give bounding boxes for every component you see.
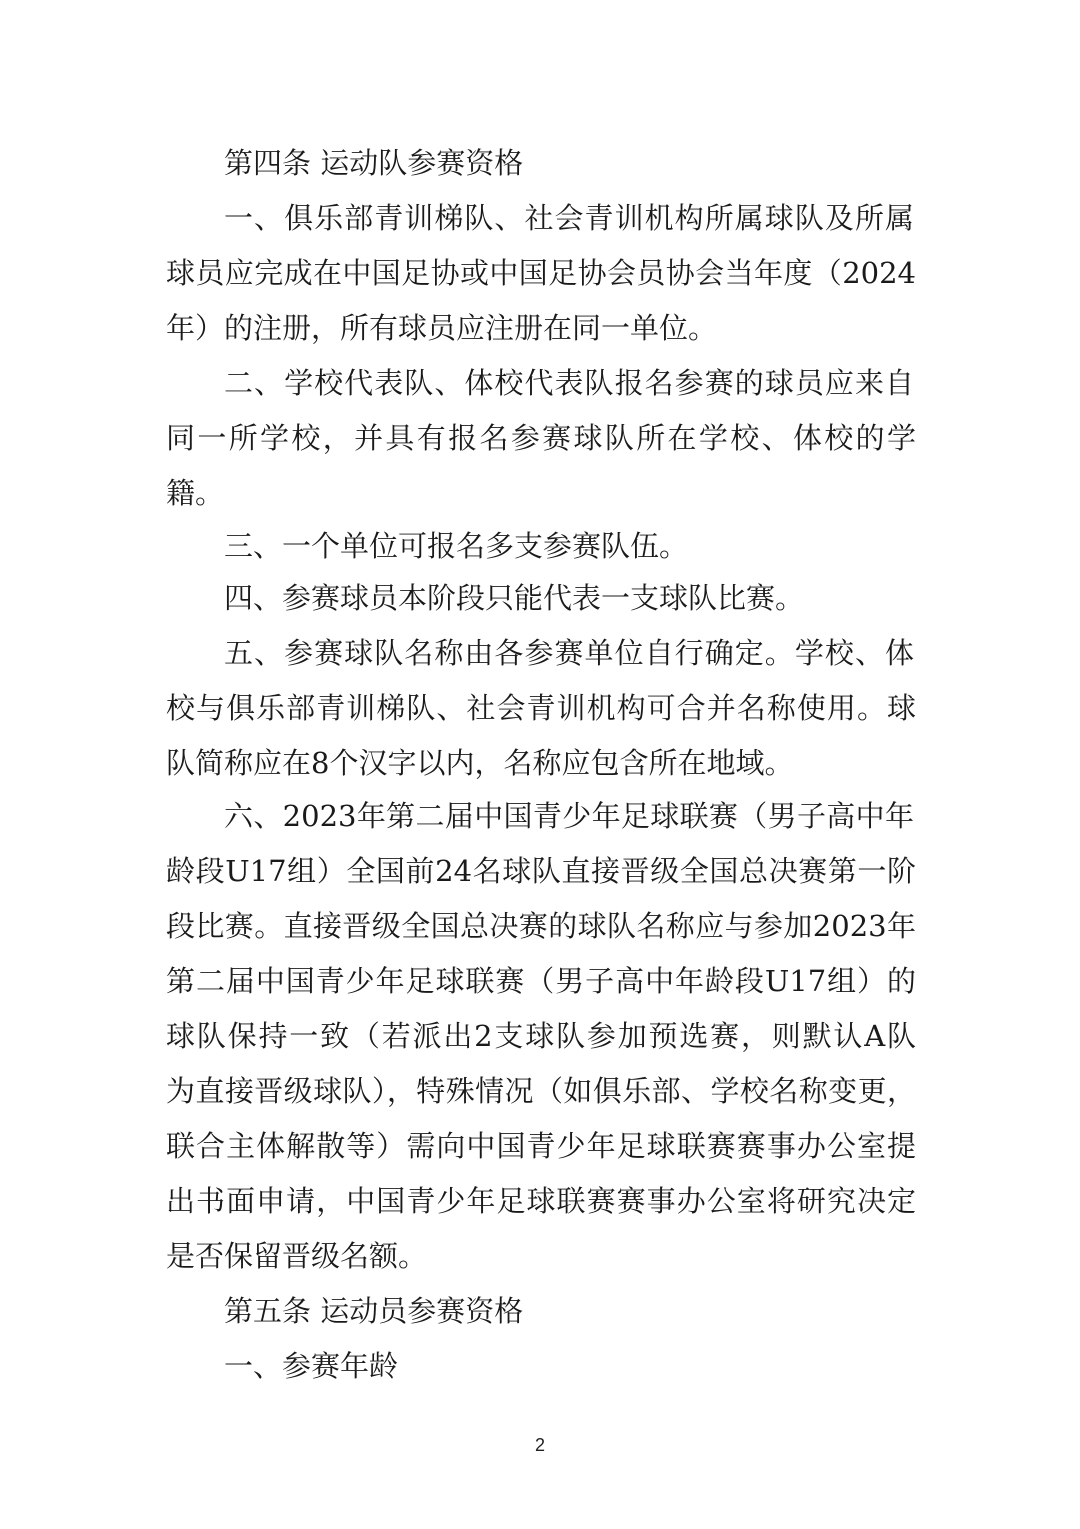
paragraph-line: 六、2023年第二届中国青少年足球联赛（男子高中年 <box>224 799 914 833</box>
paragraph-line: 同一所学校，并具有报名参赛球队所在学校、体校的学 <box>166 421 916 455</box>
paragraph-line: 一、参赛年龄 <box>224 1349 399 1383</box>
paragraph-line: 段比赛。直接晋级全国总决赛的球队名称应与参加2023年 <box>166 909 916 943</box>
paragraph-line: 球员应完成在中国足协或中国足协会员协会当年度（2024 <box>166 256 916 290</box>
paragraph-line: 球队保持一致（若派出2支球队参加预选赛，则默认A队 <box>166 1019 916 1053</box>
paragraph-line: 四、参赛球员本阶段只能代表一支球队比赛。 <box>224 581 805 615</box>
paragraph-line: 一、俱乐部青训梯队、社会青训机构所属球队及所属 <box>224 201 914 235</box>
paragraph-line: 第二届中国青少年足球联赛（男子高中年龄段U17组）的 <box>166 964 916 998</box>
paragraph-line: 校与俱乐部青训梯队、社会青训机构可合并名称使用。球 <box>166 691 916 725</box>
article-4-heading: 第四条 运动队参赛资格 <box>224 146 524 180</box>
paragraph-line: 三、一个单位可报名多支参赛队伍。 <box>224 529 689 563</box>
paragraph-line: 二、学校代表队、体校代表队报名参赛的球员应来自 <box>224 366 914 400</box>
paragraph-line: 年）的注册，所有球员应注册在同一单位。 <box>166 311 718 345</box>
paragraph-line: 联合主体解散等）需向中国青少年足球联赛赛事办公室提 <box>166 1129 916 1163</box>
paragraph-line: 出书面申请，中国青少年足球联赛赛事办公室将研究决定 <box>166 1184 916 1218</box>
article-5-heading: 第五条 运动员参赛资格 <box>224 1294 524 1328</box>
paragraph-line: 队简称应在8个汉字以内，名称应包含所在地域。 <box>166 746 794 780</box>
paragraph-line: 龄段U17组）全国前24名球队直接晋级全国总决赛第一阶 <box>166 854 916 888</box>
paragraph-line: 籍。 <box>166 476 225 510</box>
page-number: 2 <box>534 1435 545 1455</box>
paragraph-line: 是否保留晋级名额。 <box>166 1239 428 1273</box>
paragraph-line: 为直接晋级球队），特殊情况（如俱乐部、学校名称变更， <box>166 1074 916 1108</box>
paragraph-line: 五、参赛球队名称由各参赛单位自行确定。学校、体 <box>224 636 914 670</box>
